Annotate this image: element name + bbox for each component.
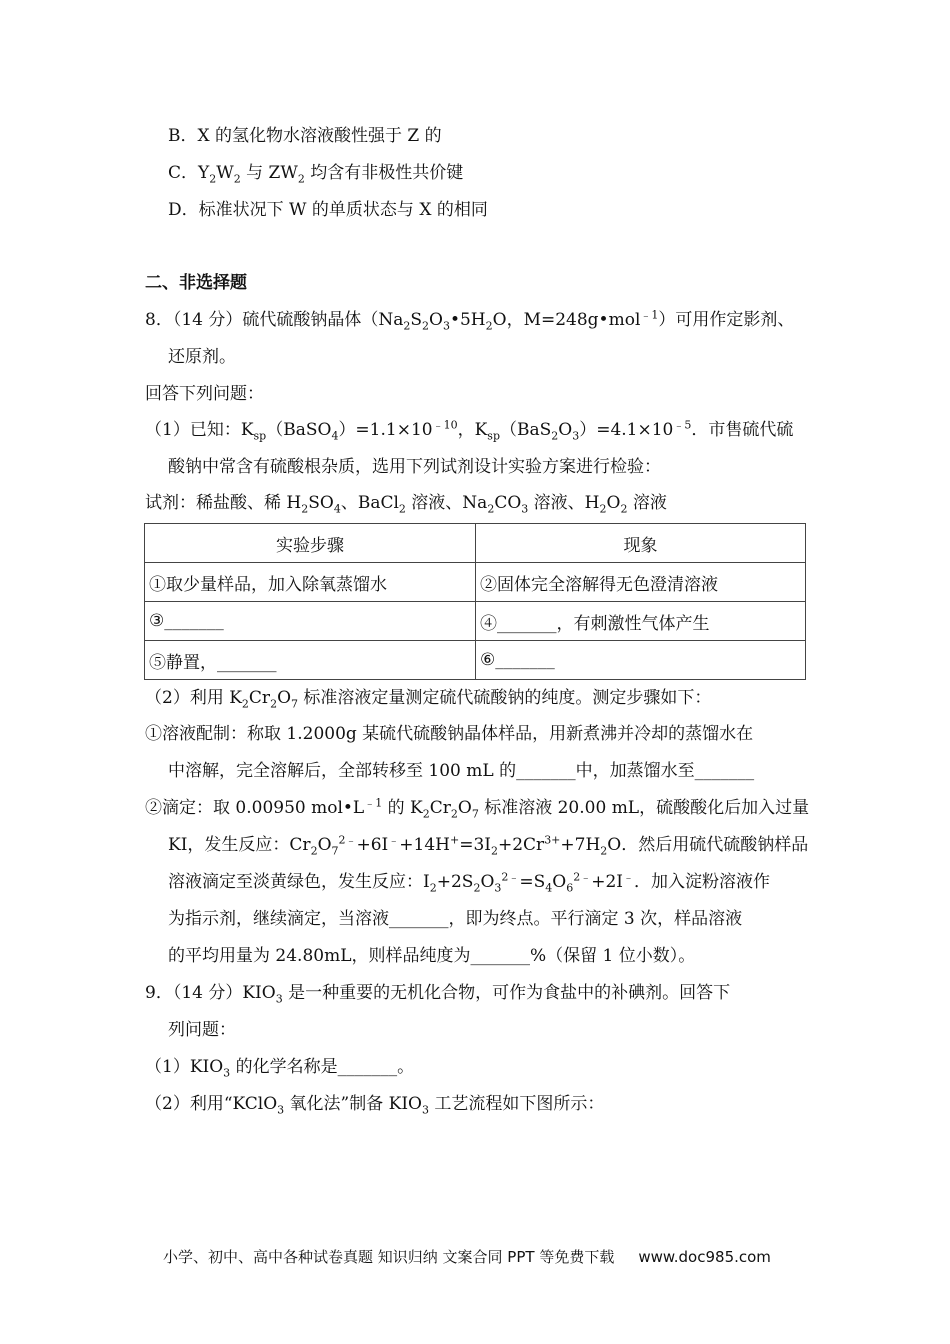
option-b: B．X 的氢化物水溶液酸性强于 Z 的 — [168, 126, 442, 146]
table-row — [145, 563, 806, 602]
table-row — [145, 602, 806, 641]
q8-step2-line3: 溶液滴定至淡黄绿色，发生反应：$I_2+2S_2O_3^{2﹣}=S_4O_6^{2﹣}+2I^﹣$．加入淀粉溶液作 — [168, 870, 770, 895]
q8-answer-prompt: 回答下列问题： — [145, 384, 264, 404]
table-row — [145, 641, 806, 680]
section-title: 二、非选择题 — [145, 273, 247, 293]
table-header-step: 实验步骤 — [145, 524, 476, 563]
q9-part1: $(1)KIO_3$ 的化学名称是_______。 — [145, 1057, 415, 1080]
table-header-row — [145, 524, 806, 563]
table-cell-step: ①取少量样品，加入除氧蒸馏水 — [145, 563, 476, 602]
table-cell-phenomenon: ⑥_______ — [476, 641, 806, 680]
experiment-table — [144, 523, 806, 680]
table-cell-phenomenon: ②固体完全溶解得无色澄清溶液 — [476, 563, 806, 602]
table-header-phenomenon: 现象 — [476, 524, 806, 563]
option-c: C．$Y_2W_2$ 与 $ZW_2$ 均含有非极性共价键 — [168, 163, 464, 186]
q8-step2-line5: 的平均用量为 24.80mL，则样品纯度为_______%（保留 1 位小数）。 — [168, 946, 696, 966]
table-cell-step: ⑤静置，_______ — [145, 641, 476, 680]
q8-line2: 还原剂。 — [168, 347, 236, 367]
q8-part2: （2）利用 $K_2Cr_2O_7$ 标准溶液定量测定硫代硫酸钠的纯度。测定步骤如下： — [145, 688, 712, 711]
q8-step2-line1: ②滴定：取 0.00950 $mol•L^{﹣1}$ 的 $K_2Cr_2O_7$ 标准溶液 20.00 mL，硫酸酸化后加入过量 — [145, 796, 810, 821]
q8-step2-line2: KI，发生反应：$Cr_2O_7^{2﹣}+6I^﹣+14H^+=3I_2+2Cr^{3+}+7H_2O$．然后用硫代硫酸钠样品 — [168, 833, 809, 858]
q8-part1-line1: （1）已知：$K_{sp}(BaSO_4)=1.1\times 10^{﹣10}$，$K_{sp}(BaS_2O_3)=4.1\times 10^{﹣5}$．市售硫代硫 — [145, 418, 794, 443]
q9-part2: （2）利用“KClO$_3$ 氧化法”制备 $KIO_3$ 工艺流程如下图所示： — [145, 1094, 605, 1117]
footer-text: 小学、初中、高中各种试卷真题 知识归纳 文案合同 PPT 等免费下载 — [163, 1248, 615, 1266]
q8-step1-line1: ①溶液配制：称取 1.2000g 某硫代硫酸钠晶体样品，用新煮沸并冷却的蒸馏水在 — [145, 724, 754, 744]
q8-step2-line4: 为指示剂，继续滴定，当溶液_______，即为终点。平行滴定 3 次，样品溶液 — [168, 909, 743, 929]
page-footer — [163, 1246, 771, 1267]
footer-url[interactable]: www.doc985.com — [638, 1248, 771, 1266]
option-d: D．标准状况下 W 的单质状态与 X 的相同 — [168, 200, 488, 220]
q8-reagents: 试剂：稀盐酸、稀 $H_2SO_4$、BaCl$_2$ 溶液、$Na_2CO_3$ 溶液、$H_2O_2$ 溶液 — [145, 493, 667, 516]
q8-line1: 8．（14 分）硫代硫酸钠晶体（$Na_2S_2O_3•5H_2O$，M=248g•mol$^{﹣1}$）可用作定影剂、 — [145, 308, 795, 333]
q9-line2: 列问题： — [168, 1020, 236, 1040]
q8-part1-line2: 酸钠中常含有硫酸根杂质，选用下列试剂设计实验方案进行检验： — [168, 457, 661, 477]
table-cell-phenomenon: ④_______，有刺激性气体产生 — [476, 602, 806, 641]
q9-line1: 9．（14 分）$KIO_3$ 是一种重要的无机化合物，可作为食盐中的补碘剂。回答下 — [145, 983, 731, 1006]
q8-step1-line2: 中溶解，完全溶解后，全部转移至 100 mL 的_______中，加蒸馏水至_______ — [168, 761, 755, 781]
table-cell-step: ③_______ — [145, 602, 476, 641]
